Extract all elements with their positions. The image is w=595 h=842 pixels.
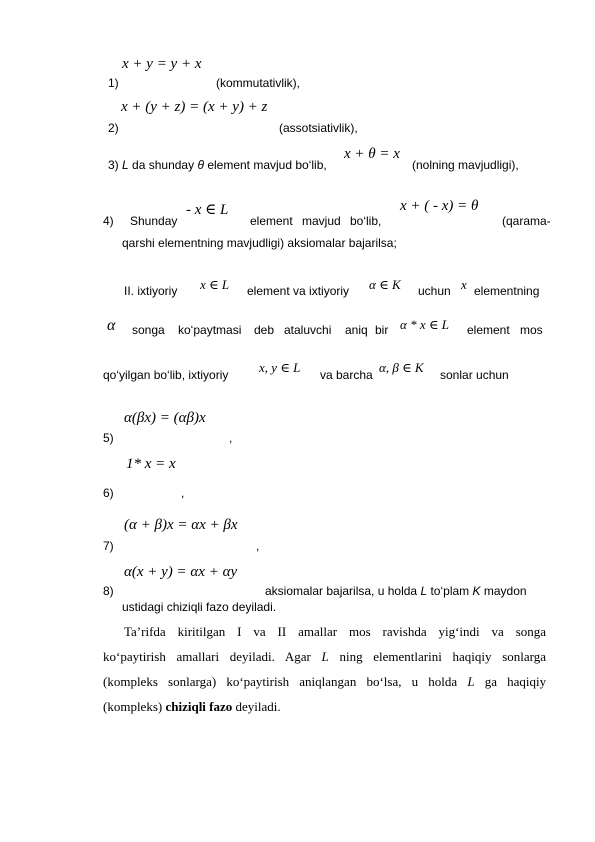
part2-word-ataluvchi: ataluvchi: [284, 323, 332, 337]
axiom-3-L: L: [122, 158, 129, 172]
axiom-3-number: 3): [108, 158, 119, 172]
part2-formula-alpha-beta-in-K: α, β ∈ K: [379, 360, 424, 375]
def-word: bo‘lsa,: [366, 674, 402, 689]
axiom-6-formula: 1* x = x: [126, 456, 176, 472]
def-word: elementlarini: [373, 649, 442, 664]
part2-text-ixtiyoriy: II. ixtiyoriy: [124, 284, 178, 298]
def-word-L: L: [321, 649, 329, 664]
axiom-6-tail: ,: [181, 486, 185, 500]
def-word: ko‘paytirish: [226, 674, 290, 689]
part2-word-kopaytmasi: ko‘paytmasi: [178, 323, 242, 337]
def-word: va: [491, 624, 504, 639]
def-term-chiziqli-fazo: chiziqli fazo: [165, 699, 233, 714]
axiom-8-text: [265, 584, 527, 598]
axiom-5-formula: α(βx) = (αβ)x: [124, 410, 206, 426]
part2-word-element: element: [467, 323, 510, 337]
axiom-3-line: [108, 158, 327, 172]
axiom-5-tail: ,: [229, 431, 233, 445]
def-word: va: [253, 624, 266, 639]
axiom-7-number: 7): [103, 539, 114, 553]
axiom-4-formula-right: x + ( - x) = θ: [400, 198, 479, 214]
axiom-4-word-shunday: Shunday: [130, 214, 178, 228]
part2-text-qoyilgan: qo‘yilgan bo‘lib, ixtiyoriy: [103, 368, 229, 382]
axiom-2-formula: x + (y + z) = (x + y) + z: [121, 99, 268, 115]
def-word: sonlarga: [502, 649, 546, 664]
axiom-3-formula: x + θ = x: [344, 146, 400, 162]
axiom-7-tail: ,: [256, 539, 260, 553]
axiom-8-text-a: aksiomalar bajarilsa, u holda: [265, 584, 418, 598]
part2-text-elementning: elementning: [474, 284, 540, 298]
definition-line-1: [124, 624, 546, 640]
axiom-3-text: da shunday: [132, 158, 195, 172]
def-word: (kompleks: [103, 674, 158, 689]
part2-word-bir: bir: [375, 323, 389, 337]
axiom-3-theta: θ: [197, 158, 204, 172]
def-word: ko‘paytirish: [103, 649, 166, 664]
def-word: aniqlangan: [299, 674, 357, 689]
def-kompleks: (kompleks): [103, 699, 163, 714]
axiom-3-note: (nolning mavjudligi),: [412, 158, 519, 172]
axiom-8-L: L: [420, 584, 428, 598]
def-word: deyiladi.: [229, 649, 275, 664]
axiom-8-line2: ustidagi chiziqli fazo deyiladi.: [122, 600, 277, 614]
part2-text-element-va: element va ixtiyoriy: [247, 284, 350, 298]
def-deyiladi: deyiladi.: [235, 699, 281, 714]
part2-formula-alpha: α: [107, 317, 116, 334]
axiom-4-word-bolib: bo‘lib,: [350, 214, 382, 228]
def-word: ravishda: [382, 624, 427, 639]
def-word: yig‘indi: [438, 624, 480, 639]
def-word: II: [277, 624, 287, 639]
part2-word-aniq: aniq: [345, 323, 368, 337]
def-word: haqiqiy: [452, 649, 492, 664]
part2-formula-x: x: [461, 277, 467, 292]
axiom-1-number: 1): [108, 76, 119, 90]
axiom-4-formula-left: - x ∈ L: [186, 202, 229, 218]
def-word: Ta’rifda: [124, 624, 166, 639]
part2-word-songa: songa: [132, 323, 165, 337]
part2-word-deb: deb: [254, 323, 275, 337]
axiom-5-number: 5): [103, 431, 114, 445]
axiom-8-K: K: [472, 584, 481, 598]
axiom-4-word-element: element: [250, 214, 293, 228]
def-word: songa: [515, 624, 547, 639]
def-word: ga: [484, 674, 497, 689]
axiom-8-number: 8): [103, 584, 114, 598]
part2-text-va-barcha: va barcha: [320, 368, 373, 382]
part2-formula-xy-in-L: x, y ∈ L: [259, 360, 301, 375]
axiom-2-note: (assotsiativlik),: [279, 121, 358, 135]
def-word: haqiqiy: [507, 674, 547, 689]
def-word: u: [411, 674, 419, 689]
part2-formula-x-in-L: x ∈ L: [200, 277, 230, 292]
part2-word-mos: mos: [520, 323, 543, 337]
def-word: amallari: [176, 649, 220, 664]
part2-formula-alpha-x-in-L: α * x ∈ L: [400, 317, 449, 332]
def-word: mos: [348, 624, 371, 639]
axiom-1-formula: x + y = y + x: [122, 56, 202, 72]
axiom-1-note: (kommutativlik),: [216, 76, 301, 90]
part2-text-uchun: uchun: [418, 284, 451, 298]
def-word-L: L: [467, 674, 475, 689]
axiom-3-text2: element mavjud bo‘lib,: [207, 158, 327, 172]
axiom-4-word-qarama: (qarama-: [502, 214, 551, 228]
axiom-4-line2: qarshi elementning mavjudligi) aksiomalar bajarilsa;: [122, 236, 397, 250]
axiom-4-number: 4): [103, 214, 114, 228]
part2-text-sonlar-uchun: sonlar uchun: [440, 368, 509, 382]
axiom-4-word-mavjud: mavjud: [302, 214, 341, 228]
axiom-6-number: 6): [103, 486, 114, 500]
def-word: sonlarga): [168, 674, 217, 689]
def-word: Agar: [284, 649, 311, 664]
axiom-7-formula: (α + β)x = αx + βx: [124, 517, 238, 533]
definition-line-2: [103, 649, 546, 665]
def-word: ning: [339, 649, 363, 664]
definition-line-4: [103, 699, 281, 715]
axiom-8-formula: α(x + y) = αx + αy: [124, 564, 238, 580]
definition-line-3: [103, 674, 546, 690]
part2-formula-alpha-in-K: α ∈ K: [369, 277, 401, 292]
def-word: I: [237, 624, 242, 639]
axiom-8-text-c: maydon: [483, 584, 527, 598]
def-word: kiritilgan: [177, 624, 226, 639]
def-word: amallar: [298, 624, 338, 639]
axiom-8-text-b: to‘plam: [430, 584, 470, 598]
axiom-2-number: 2): [108, 121, 119, 135]
def-word: holda: [428, 674, 458, 689]
